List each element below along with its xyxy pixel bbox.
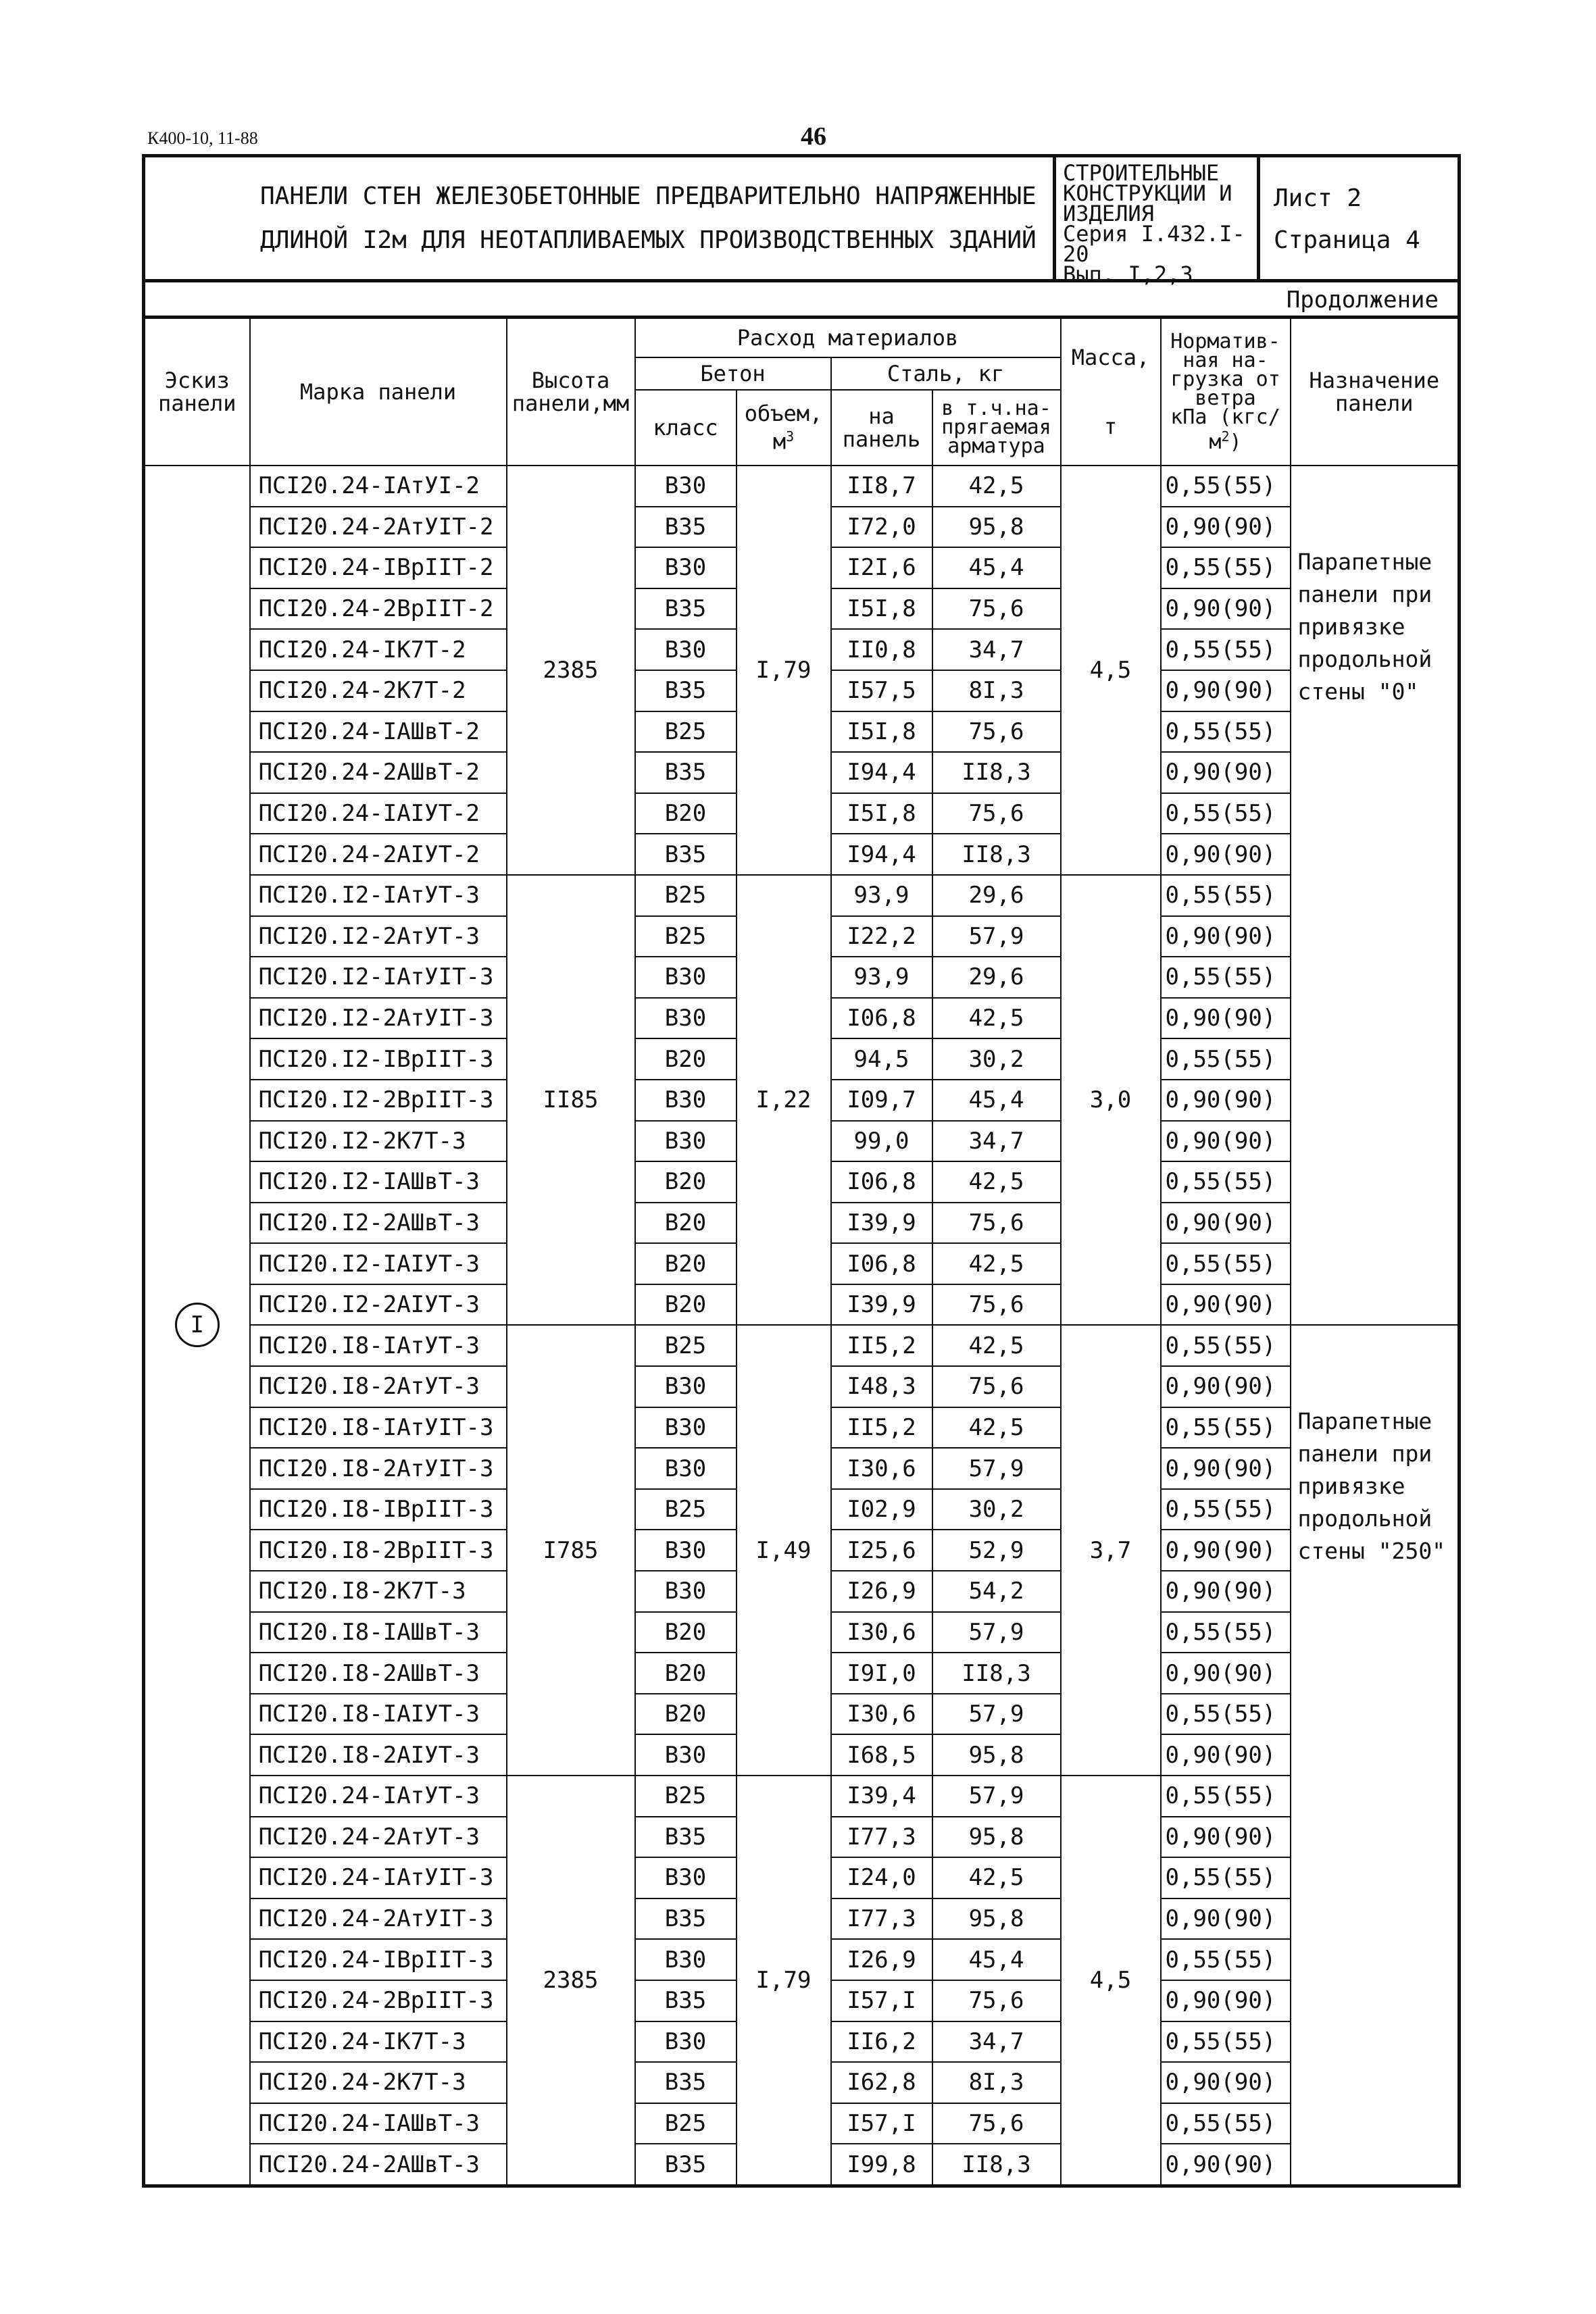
concrete-class: В30 [635,1366,737,1407]
panel-height: II85 [507,875,635,1326]
header-volume [737,390,831,466]
concrete-class: В35 [635,752,737,793]
steel-per-panel: I77,3 [831,1898,932,1940]
wind-load: 0,90(90) [1161,2062,1291,2103]
wind-load: 0,90(90) [1161,752,1291,793]
wind-load: 0,90(90) [1161,1734,1291,1776]
title-line-1: ПАНЕЛИ СТЕН ЖЕЛЕЗОБЕТОННЫЕ ПРЕДВАРИТЕЛЬНО НАПРЯЖЕННЫЕ [260,182,1037,210]
steel-per-panel: 99,0 [831,1121,932,1162]
panel-purpose: Парапетные панели при привязке продольной стены "0" [1291,466,1460,1325]
concrete-class: В25 [635,1489,737,1530]
concrete-class: В30 [635,957,737,998]
panel-mark: ПСI20.24-IАШвТ-2 [250,711,507,753]
steel-per-panel: I68,5 [831,1734,932,1776]
steel-per-panel: I94,4 [831,834,932,875]
continuation-label: Продолжение [1286,286,1439,313]
panel-mark: ПСI20.24-IАШвТ-3 [250,2103,507,2144]
steel-prestressed: 75,6 [932,711,1061,753]
steel-prestressed: 29,6 [932,957,1061,998]
panel-mark: ПСI20.I8-2АтУТ-3 [250,1366,507,1407]
concrete-class: В30 [635,1121,737,1162]
concrete-class: В20 [635,1038,737,1080]
wind-load: 0,90(90) [1161,1530,1291,1571]
steel-prestressed: 75,6 [932,1366,1061,1407]
steel-per-panel: I72,0 [831,507,932,548]
concrete-class: В30 [635,1407,737,1449]
header-per-panel: на панель [831,390,932,466]
steel-prestressed: 42,5 [932,1161,1061,1203]
panel-mark: ПСI20.24-2ВрIIТ-3 [250,1980,507,2021]
panel-mark: ПСI20.I8-2ВрIIТ-3 [250,1530,507,1571]
wind-load: 0,55(55) [1161,1612,1291,1653]
concrete-class: В35 [635,2144,737,2186]
panel-mark: ПСI20.24-2АШвТ-3 [250,2144,507,2186]
steel-per-panel: I39,9 [831,1203,932,1244]
header-steel: Сталь, кг [831,357,1061,390]
wind-load: 0,90(90) [1161,1121,1291,1162]
concrete-class: В20 [635,1284,737,1326]
wind-load: 0,55(55) [1161,1161,1291,1203]
steel-prestressed: 42,5 [932,998,1061,1039]
header-sketch: Эскиз панели [144,318,250,466]
wind-load: 0,55(55) [1161,1407,1291,1449]
sketch-mark-circle: I [175,1303,220,1347]
header-volume-sup: 3 [786,428,795,445]
panel-mark: ПСI20.24-2К7Т-2 [250,670,507,711]
steel-per-panel: II5,2 [831,1325,932,1366]
sheet-number: Лист 2 [1274,184,1362,212]
panel-mark: ПСI20.I8-2АШвТ-3 [250,1653,507,1694]
steel-per-panel: 94,5 [831,1038,932,1080]
panel-mark: ПСI20.24-2К7Т-3 [250,2062,507,2103]
concrete-class: В25 [635,1325,737,1366]
panel-mark: ПСI20.I8-2АIУТ-3 [250,1734,507,1776]
panel-mark: ПСI20.I8-2АтУIТ-3 [250,1448,507,1489]
wind-load: 0,55(55) [1161,1694,1291,1735]
concrete-class: В25 [635,2103,737,2144]
panel-mark: ПСI20.24-2АШвТ-2 [250,752,507,793]
header-concrete: Бетон [635,357,831,390]
steel-per-panel: I06,8 [831,998,932,1039]
steel-prestressed: 30,2 [932,1038,1061,1080]
steel-per-panel: I77,3 [831,1817,932,1858]
wind-load: 0,55(55) [1161,1489,1291,1530]
wind-load: 0,55(55) [1161,875,1291,916]
continuation-row [142,282,1461,318]
wind-load: 0,55(55) [1161,629,1291,670]
steel-per-panel: I94,4 [831,752,932,793]
wind-load: 0,90(90) [1161,998,1291,1039]
concrete-volume: I,79 [737,466,831,875]
panel-purpose: Парапетные панели при привязке продольной стены "250" [1291,1325,1460,2186]
wind-load: 0,90(90) [1161,1203,1291,1244]
series-line-1: СТРОИТЕЛЬНЫЕ [1063,160,1220,186]
wind-load: 0,90(90) [1161,1366,1291,1407]
wind-load: 0,55(55) [1161,1243,1291,1284]
panel-mark: ПСI20.I2-IВрIIТ-3 [250,1038,507,1080]
header-prestressed: в т.ч.на-прягаемая арматура [932,390,1061,466]
wind-load: 0,55(55) [1161,547,1291,588]
concrete-volume: I,49 [737,1325,831,1776]
concrete-class: В25 [635,875,737,916]
steel-prestressed: 34,7 [932,1121,1061,1162]
steel-prestressed: 34,7 [932,629,1061,670]
panel-mark: ПСI20.I8-IВрIIТ-3 [250,1489,507,1530]
steel-per-panel: 93,9 [831,957,932,998]
concrete-class: В25 [635,916,737,957]
wind-load: 0,90(90) [1161,1653,1291,1694]
concrete-class: В20 [635,1694,737,1735]
panel-mark: ПСI20.24-2АтУТ-3 [250,1817,507,1858]
panel-mark: ПСI20.I2-2АIУТ-3 [250,1284,507,1326]
header-load [1161,318,1291,466]
steel-prestressed: II8,3 [932,752,1061,793]
header-class: класс [635,390,737,466]
steel-per-panel: I26,9 [831,1571,932,1612]
concrete-class: В20 [635,1203,737,1244]
concrete-class: В20 [635,1161,737,1203]
steel-prestressed: 30,2 [932,1489,1061,1530]
steel-per-panel: I22,2 [831,916,932,957]
concrete-class: В20 [635,1243,737,1284]
panel-mark: ПСI20.I2-IАШвТ-3 [250,1161,507,1203]
panel-mark: ПСI20.I8-IАIУТ-3 [250,1694,507,1735]
steel-prestressed: II8,3 [932,834,1061,875]
header-mark: Марка панели [250,318,507,466]
steel-prestressed: 42,5 [932,1243,1061,1284]
wind-load: 0,55(55) [1161,2021,1291,2063]
steel-prestressed: 45,4 [932,1080,1061,1121]
concrete-class: В20 [635,1653,737,1694]
panel-spec-table [142,318,1461,2188]
steel-prestressed: 57,9 [932,1776,1061,1817]
steel-per-panel: I09,7 [831,1080,932,1121]
header-load-unit: кПа (кгс/м [1170,405,1280,454]
steel-per-panel: I57,5 [831,670,932,711]
concrete-class: В30 [635,466,737,507]
concrete-class: В30 [635,1857,737,1898]
panel-mark: ПСI20.24-IК7Т-2 [250,629,507,670]
title-main [145,157,1056,279]
steel-per-panel: I57,I [831,1980,932,2021]
steel-prestressed: 75,6 [932,1980,1061,2021]
steel-prestressed: 75,6 [932,793,1061,834]
table-row [144,1776,1460,1817]
steel-prestressed: 42,5 [932,466,1061,507]
steel-prestressed: 75,6 [932,2103,1061,2144]
steel-prestressed: 95,8 [932,507,1061,548]
steel-prestressed: 57,9 [932,1694,1061,1735]
concrete-class: В35 [635,1817,737,1858]
header-materials: Расход материалов [635,318,1061,357]
panel-mark: ПСI20.24-IК7Т-3 [250,2021,507,2063]
header-purpose: Назначение панели [1291,318,1460,466]
wind-load: 0,90(90) [1161,1571,1291,1612]
panel-mark: ПСI20.I2-2АтУIТ-3 [250,998,507,1039]
concrete-class: В30 [635,1939,737,1980]
wind-load: 0,55(55) [1161,1776,1291,1817]
panel-height: 2385 [507,466,635,875]
steel-prestressed: II8,3 [932,1653,1061,1694]
page-label: Страница 4 [1274,226,1420,254]
series-line-4: Серия I.432.I-20 [1063,221,1245,267]
steel-prestressed: 34,7 [932,2021,1061,2063]
steel-prestressed: 95,8 [932,1898,1061,1940]
steel-per-panel: I2I,6 [831,547,932,588]
panel-mark: ПСI20.24-IАтУI-2 [250,466,507,507]
panel-mass: 3,0 [1061,875,1161,1326]
steel-per-panel: I39,9 [831,1284,932,1326]
concrete-class: В20 [635,793,737,834]
concrete-volume: I,22 [737,875,831,1326]
table-body [144,466,1460,2186]
sketch-cell [144,466,250,2186]
wind-load: 0,90(90) [1161,588,1291,630]
panel-height: I785 [507,1325,635,1776]
steel-prestressed: 42,5 [932,1325,1061,1366]
panel-mark: ПСI20.I8-IАтУТ-3 [250,1325,507,1366]
steel-prestressed: 95,8 [932,1817,1061,1858]
steel-prestressed: 57,9 [932,1612,1061,1653]
wind-load: 0,55(55) [1161,711,1291,753]
header-mass-label: Масса, [1071,345,1150,370]
concrete-class: В30 [635,1448,737,1489]
steel-per-panel: II6,2 [831,2021,932,2063]
concrete-class: В30 [635,1734,737,1776]
steel-prestressed: 95,8 [932,1734,1061,1776]
panel-mark: ПСI20.I2-2ВрIIТ-3 [250,1080,507,1121]
panel-mass: 4,5 [1061,1776,1161,2186]
concrete-class: В30 [635,1530,737,1571]
wind-load: 0,90(90) [1161,1980,1291,2021]
panel-mark: ПСI20.24-IАтУТ-3 [250,1776,507,1817]
wind-load: 0,90(90) [1161,1080,1291,1121]
steel-per-panel: I25,6 [831,1530,932,1571]
panel-mark: ПСI20.I2-2К7Т-3 [250,1121,507,1162]
steel-prestressed: 8I,3 [932,2062,1061,2103]
header-height: Высота панели,мм [507,318,635,466]
wind-load: 0,90(90) [1161,1898,1291,1940]
wind-load: 0,90(90) [1161,507,1291,548]
panel-mark: ПСI20.I2-IАтУТ-3 [250,875,507,916]
series-line-5: Вып. I,2,3 [1063,261,1193,287]
steel-prestressed: 8I,3 [932,670,1061,711]
steel-prestressed: 75,6 [932,588,1061,630]
steel-prestressed: 45,4 [932,547,1061,588]
steel-prestressed: 57,9 [932,916,1061,957]
title-block [142,154,1461,287]
wind-load: 0,55(55) [1161,1939,1291,1980]
wind-load: 0,90(90) [1161,1284,1291,1326]
steel-prestressed: 54,2 [932,1571,1061,1612]
wind-load: 0,90(90) [1161,1448,1291,1489]
panel-mark: ПСI20.I2-2АтУТ-3 [250,916,507,957]
panel-mass: 3,7 [1061,1325,1161,1776]
sheet-info [1260,157,1457,279]
panel-mark: ПСI20.24-2АтУIТ-3 [250,1898,507,1940]
steel-prestressed: 42,5 [932,1857,1061,1898]
steel-prestressed: 52,9 [932,1530,1061,1571]
title-line-2: ДЛИНОЙ I2м ДЛЯ НЕОТАПЛИВАЕМЫХ ПРОИЗВОДСТВЕННЫХ ЗДАНИЙ [260,226,1037,254]
panel-mark: ПСI20.24-IВрIIТ-3 [250,1939,507,1980]
series-info [1056,157,1260,287]
panel-mark: ПСI20.24-IАIУТ-2 [250,793,507,834]
table-row [144,466,1460,507]
steel-prestressed: 45,4 [932,1939,1061,1980]
panel-mark: ПСI20.I8-IАтУIТ-3 [250,1407,507,1449]
concrete-class: В30 [635,1571,737,1612]
steel-per-panel: I57,I [831,2103,932,2144]
panel-mark: ПСI20.24-2АIУТ-2 [250,834,507,875]
steel-prestressed: II8,3 [932,2144,1061,2186]
series-line-3: ИЗДЕЛИЯ [1063,201,1154,226]
concrete-class: В30 [635,547,737,588]
concrete-class: В25 [635,711,737,753]
panel-height: 2385 [507,1776,635,2186]
steel-per-panel: II8,7 [831,466,932,507]
panel-mark: ПСI20.I8-IАШвТ-3 [250,1612,507,1653]
steel-per-panel: I99,8 [831,2144,932,2186]
wind-load: 0,55(55) [1161,1325,1291,1366]
concrete-class: В35 [635,670,737,711]
steel-per-panel: II5,2 [831,1407,932,1449]
concrete-class: В30 [635,2021,737,2063]
concrete-class: В35 [635,834,737,875]
concrete-class: В25 [635,1776,737,1817]
concrete-class: В30 [635,1080,737,1121]
steel-prestressed: 42,5 [932,1407,1061,1449]
steel-per-panel: I39,4 [831,1776,932,1817]
steel-prestressed: 57,9 [932,1448,1061,1489]
panel-mark: ПСI20.24-2ВрIIТ-2 [250,588,507,630]
wind-load: 0,90(90) [1161,1817,1291,1858]
header-load-unit-end: ) [1229,430,1242,454]
steel-per-panel: I30,6 [831,1612,932,1653]
steel-per-panel: I30,6 [831,1694,932,1735]
panel-mark: ПСI20.I2-IАIУТ-3 [250,1243,507,1284]
panel-mark: ПСI20.24-IАтУIТ-3 [250,1857,507,1898]
header-load-label: Норматив-ная на-грузка от ветра [1170,329,1280,410]
table-row [144,875,1460,916]
table-row [144,1325,1460,1366]
header-volume-label: объем, м [744,401,823,455]
wind-load: 0,55(55) [1161,2103,1291,2144]
wind-load: 0,90(90) [1161,670,1291,711]
panel-mark: ПСI20.I8-2К7Т-3 [250,1571,507,1612]
steel-per-panel: I02,9 [831,1489,932,1530]
concrete-class: В35 [635,1980,737,2021]
concrete-class: В35 [635,1898,737,1940]
header-load-unit-sup: 2 [1221,428,1230,445]
steel-per-panel: II0,8 [831,629,932,670]
wind-load: 0,55(55) [1161,466,1291,507]
page-number: 46 [801,122,826,151]
concrete-class: В30 [635,998,737,1039]
steel-per-panel: I5I,8 [831,711,932,753]
header-mass [1061,318,1161,466]
steel-per-panel: I9I,0 [831,1653,932,1694]
steel-prestressed: 75,6 [932,1284,1061,1326]
steel-per-panel: I06,8 [831,1243,932,1284]
document-code: К400-10, 11-88 [147,128,258,148]
panel-mark: ПСI20.24-2АтУIТ-2 [250,507,507,548]
concrete-class: В35 [635,507,737,548]
concrete-class: В35 [635,588,737,630]
panel-mass: 4,5 [1061,466,1161,875]
panel-mark: ПСI20.24-IВрIIТ-2 [250,547,507,588]
steel-per-panel: I5I,8 [831,793,932,834]
wind-load: 0,55(55) [1161,1857,1291,1898]
steel-per-panel: I62,8 [831,2062,932,2103]
steel-per-panel: I06,8 [831,1161,932,1203]
steel-per-panel: I24,0 [831,1857,932,1898]
wind-load: 0,55(55) [1161,1038,1291,1080]
wind-load: 0,90(90) [1161,916,1291,957]
panel-mark: ПСI20.I2-IАтУIТ-3 [250,957,507,998]
steel-per-panel: 93,9 [831,875,932,916]
wind-load: 0,55(55) [1161,793,1291,834]
steel-per-panel: I5I,8 [831,588,932,630]
steel-per-panel: I30,6 [831,1448,932,1489]
concrete-class: В35 [635,2062,737,2103]
series-line-2: КОНСТРУКЦИИ И [1063,180,1232,206]
header-mass-unit: т [1103,413,1118,439]
panel-mark: ПСI20.I2-2АШвТ-3 [250,1203,507,1244]
steel-prestressed: 29,6 [932,875,1061,916]
steel-per-panel: I48,3 [831,1366,932,1407]
steel-prestressed: 75,6 [932,1203,1061,1244]
concrete-volume: I,79 [737,1776,831,2186]
wind-load: 0,90(90) [1161,2144,1291,2186]
wind-load: 0,55(55) [1161,957,1291,998]
steel-per-panel: I26,9 [831,1939,932,1980]
concrete-class: В30 [635,629,737,670]
wind-load: 0,90(90) [1161,834,1291,875]
concrete-class: В20 [635,1612,737,1653]
